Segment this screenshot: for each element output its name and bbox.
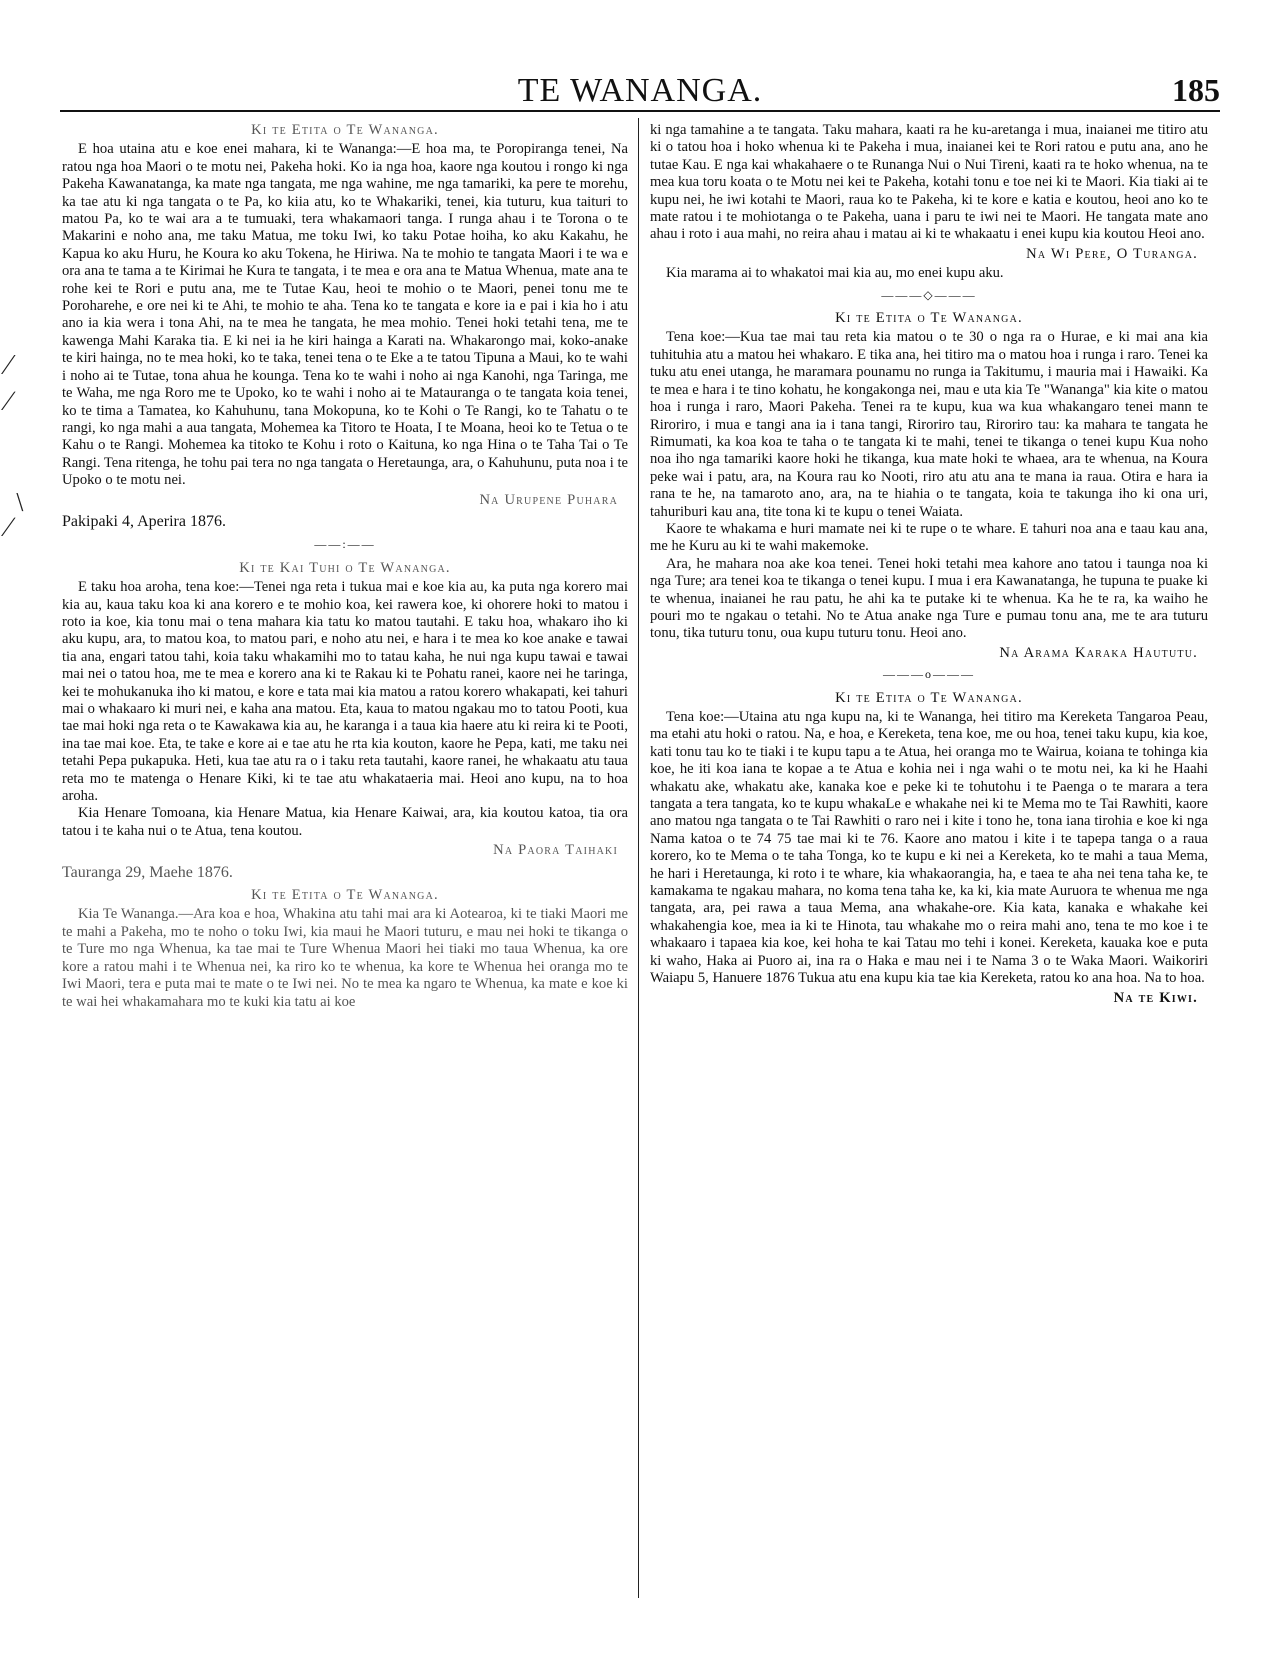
margin-mark: ﹨ — [6, 485, 35, 516]
dateline: Tauranga 29, Maehe 1876. — [62, 863, 233, 881]
margin-mark: ∕ — [6, 512, 11, 543]
separator: ——:—— — [314, 537, 376, 552]
letter-heading: Ki te Kai Tuhi o Te Wananga. — [239, 559, 451, 576]
letter-closing: Kia Henare Tomoana, kia Henare Matua, kia Henare Kaiwai, ara, kia koutou katoa, tia ora tatou i te kaha nui o te Atua, tena koutou. — [62, 805, 628, 839]
margin-mark: ⁄ — [6, 350, 11, 381]
letter-signature: Na te Kiwi. — [1113, 989, 1198, 1006]
letter-heading: Ki te Etita o Te Wananga. — [835, 310, 1023, 327]
letter-signature: Na Paora Taihaki — [493, 842, 618, 859]
separator: ———◇——— — [881, 287, 977, 302]
letter-heading: Ki te Etita o Te Wananga. — [251, 887, 439, 904]
letter-body: E taku hoa aroha, tena koe:—Tenei nga reta i tukua mai e koe kia au, ka puta nga korero mai kia au, kaua taku koa ki ana korero e te mohio koa, kei rawera koe, ki ohorere hoki to matou i roto ia koe, kia tonu mai o tena mahara kia tatu ko matou tautahi. E taku hoa, whakaro iho ki aku kupu, ara, to matou koa, to matou pari, e noho atu nei, e hara i te mea ko koe anake e tawai tia ana, engari tatou tahi, koia taku whakamihi mo to tatau kaha, he nui nga kupu tawai e tawai mai nei o tatou hoa, me te mea e korero ana ki te Rakau ki te Pohatu ranei, kaore nei he taringa, kei te mohukanuka iho ki matou, e kore e tata mai kia matou a ratou korero whakapati, kei tahuri mai o whakaaro ki muri nei, e kaha ana matou. Eta, kaua to matou ngakau mo to tatou Pooti, kua tae mai hoki nga reta o te Kawakawa kia au, he karanga i a taua kia haere atu ki reira ki te Pooti, ina tae mai koe. Eta, te take e kore ai e tae atu he rta kia kouton, kaore he Pepa, kati, me taku nei tetahi Pepa pukapuka. Heti, kua tae atu ra o i taku reta tautahi, kaore ranei, he whakaatu atu taua reta mo te matenga o Henare Kiki, ki te tae atu whakataeria mai. Heoi ano kupu, na to hoa aroha. — [62, 579, 628, 805]
letter-paragraph: Ara, he mahara noa ake koa tenei. Tenei hoki tetahi mea kahore ano tatou i taunga noa ki nga Ture; ara tenei koa te tikanga o tenei kupu. I mua i era Kawanatanga, he tupuna te puake ki te whenua, inaianei he rau patu, he ahi ka te putake ki te whenua. Ka he te ra, ka waiho he pouri mo te ngakau o tetahi. No te Atua anake nga Ture e pumau tonu ana, me te ara tuturu tonu, tika tuturu tonu, oua kupu tuturu tonu. Heoi ano. — [650, 555, 1208, 642]
letter-signature: Na Wi Pere, O Turanga. — [1026, 245, 1198, 262]
letter-body: Tena koe:—Kua tae mai tau reta kia matou o te 30 o nga ra o Hurae, e ki mai ana kia tuhituhia atu a matou hei whakaro. E tika ana, hei titiro ma o matou hoa i runga i raro. Tenei ka tuku atu enei utanga, he maramara pounamu no runga ia Takitumu, i mauria mai i Hawaiki. Ka te mea e hara i te tino kohatu, he kongakonga nei, mau e uta kia Te "Wananga" kia kite o matou hoa i runga i raro, Maori Pakeha. Tenei ra te kupu, kua wa kua whakangaro tenei mann te Riroriro, i mua e tangi ana ia i tana tangi, Riroriro tau, Riroriro tau: ka mahara te tangata he Rimumati, ka koa koa te taha o te tangata ki te mahi, tenei te tikanga o tenei kupu Kua noho noa iho nga tamariki kaore hoki he tikanga, kua mate hoki te whaea, ara te whenua, na Koura peke wai i patu, ara, na Koura rau ko Nooti, riro atu atu ana te mana ia raua. Otira e hara ia rana te he, na tamaroto ano, ara, na te hiahia o te tangata, koia te takunga iho ki ona uri, tahuriburi kau ana, tite tona ki te kupu o tenei Waiata. — [650, 329, 1208, 520]
separator: ———o——— — [883, 667, 975, 682]
letter-body: Kia Te Wananga.—Ara koa e hoa, Whakina atu tahi mai ara ki Aotearoa, ki te tiaki Maori me te mahi a Pakeha, mo te noho o toku Iwi, kia maui he Maori tuturu, e mau nei hoki te tikanga o te Ture mo nga Whenua, ka tae mai te Ture Whenua Maori hei tiaki mo taua Whenua, ka ore kore a ratou mahi i te Whenua nei, ka riro ko te whenua, ka kore te Whenua hei oranga mo te Iwi Maori, tera e puta mai te mate o te Iwi nei. No te mea ka ngaro te Whenua, ka mate e koe ki te wai hei whakamahara mo te kuki kia tatu ai koe — [62, 906, 628, 1010]
margin-mark: ∕ — [6, 386, 11, 417]
letter-body: E hoa utaina atu e koe enei mahara, ki te Wananga:—E hoa ma, te Poropiranga tenei, Na ratou nga hoa Maori o te motu nei, Pakeha hoki. Ko ia nga hoa, kaore nga koutou i rongo ki nga Pakeha Kawanatanga, ka mate nga tangata, me nga wahine, me nga tamariki, ka pere te morehu, ka tae atu ki nga tangata o te Pa, ko kiia atu, ko te Whakariki, tenei, kia tuturu, kua taituri to matou Pa, ko te wai ara a te tumuaki, tera whakamaori tanga. I runga ahau i te Torona o te Makarini e noho ana, me taku Matua, me toku Iwi, ko taku Potae hoiha, ko aku Kakahu, he Kapua ko aku Huru, he Koura ko aku Tokena, he Hiriwa. Na te mohio te tangata Maori i te wa e ora ana te tama a te Kirimai he Kura te tangata, i te mea e ora ana te Matua Whenua, mate ana te rohe kei te Rori e putu ana, me te Tutae Kau, heoi te mohio o te Maori, penei tonu me te Poroharehe, e ore nei ki te Ahi, te mohio te aha. Tena ko te tangata e kore ia e pai i kia ho i atu ano ia kia wera i tona Ahi, na te mea he tangata, he mea mohio. Tenei hoki tetahi tena, me te kawenga Mahi Karaka tia. E ki nei ia he kiri hainga a Karati na. Whakarongo mai, koko-anake te kiri hainga, no te mea hoki, ko te taka, tenei tena o te Eke a te tatou Tipuna a Maui, ko te wahi i noho ai te Tutae, tona ahua he kounga. Tena ko te wahi i noho ai nga Kanohi, nga Taringa, me te Waha, me nga Roro me te Upoko, ko te wahi i noho ai te Matauranga o te tangata koia tenei, ko te tima a Tamatea, ko Kahuhunu, tana Mokopuna, ko te Kohi o Te Rangi, ko te Tahatu o te rangi, ko nga mahi a aua tangata, Mohemea ka Titoro te Hoata, I te Moana, heoi ko te Tetua o te Kahu o te Rangi. Mohemea ka titoko te Kohu i roto o Kaituna, ko nga Hina o te Taha Tai o Te Rangi. Tena ritenga, he tohu pai tera no nga tangata o Heretaunga, ara, o Kahuhunu, puta noa i te Upoko o te motu nei. — [62, 141, 628, 489]
letter-body: ki nga tamahine a te tangata. Taku mahara, kaati ra he ku-aretanga i mua, inaianei me titiro atu ki o tatou hoa i hoko whenua ki te Pakeha i mua, inaianei kei te Rori ratou e putu ana, ano he tutae Kau. E nga kai whakahaere o te Runanga Nui o Nui Tireni, kaati ra te hoko whenua, na te mea kua toru koata o te Motu nei kei te Pakeha, kotahi tonu e toe nei ki te Maori. Kia tiaki ai te kupu nei, he iwi kotahi te Maori, raua ko te Pakeha, ki te kore e katia e koutou, heoi ano ko te mate ratou i te mohiotanga o te Pakeha, uana i paru te iwi nei te Maori. He tangata mate ano ahau i roto i aua mahi, no reira ahau i matau ai ki te whakaatu i enei kupu kia koutou Heoi ano. — [650, 122, 1208, 243]
column-divider — [638, 118, 639, 1598]
letter-signature: Na Arama Karaka Haututu. — [999, 644, 1198, 661]
letter-postscript: Kia marama ai to whakatoi mai kia au, mo enei kupu aku. — [666, 265, 1004, 282]
letter-heading: Ki te Etita o Te Wananga. — [251, 122, 439, 138]
right-column — [650, 122, 1208, 1592]
letter-heading: Ki te Etita o Te Wananga. — [835, 689, 1023, 706]
letter-body: Tena koe:—Utaina atu nga kupu na, ki te Wananga, hei titiro ma Kereketa Tangaroa Peau, ma etahi atu hoki o ratou. Na, e hoa, e Kereketa, tena koe, me ou hoa, tenei taku kupu, kia koe, kati tonu tau ko te tiaki i te kupu tapu a te Atua, hei oranga mo te Wairua, koiana te tohinga kia koe, he iti koa iana te kopae a te Atua e kohia nei i nga wahi o te motu nei, ka ki he Haahi whakatu ake, whakatu ake, kanaka koe e peke ki te tohutohu i te Paenga o te marara a tera tangata a tera tangata, ko te kupu whakaLe e whakahe nei ki te Mema mo te Tai Rawhiti, kaore ano matou nga tangata o te Tai Rawhiti o raro nei i kite i tono he, tona iana tirohia e koe ki nga Nama katoa o te 74 75 tae mai ki te 76. Kaore ano matou i kite i te tapepa tanga o a raua korero, ko te Mema o te taha Tonga, ko te kupu e ki nei a Kereketa, ko te mahi a taua Mema, he hari i Heretaunga, ki roto i te whare, kia whakaorangia, ha, e taea te aha nei tena taha ke, te kamakama te ngakau mahara, no koma tena taha ke, ka ki, kia mate Auruora te whenua me nga tangata, ara, pei rawa a taua Mema, ana whakahe-ore. Kia kata, kanaka e whakahe kei whakahengia koe, mea ia ki te Hinota, tau whakahe mo o reira mahi ano, tena te mo koe i te whakaaro i tapaea kia koe, kei hoha te kai Tatau mo tehi i konei. Kereketa, kauaka koe e puta ki waho, Haka ai Puoro ai, ina ra o Haka e mau nei i te Nama 3 o te Waka Maori. Waikoriri Waiapu 5, Hanuere 1876 Tukua atu ena kupu kia tae kia Kereketa, ratou ko ana hoa. Na to hoa. — [650, 709, 1208, 987]
page-header — [60, 70, 1220, 112]
page-number: 185 — [1172, 72, 1220, 108]
dateline: Pakipaki 4, Aperira 1876. — [62, 512, 226, 530]
masthead-title: TE WANANGA. — [517, 72, 763, 109]
left-column — [62, 122, 628, 1592]
letter-signature: Na Urupene Puhara — [479, 491, 618, 508]
letter-paragraph: Kaore te whakama e huri mamate nei ki te rupe o te whare. E tahuri noa ana e taau kau ana, me he Kuru au ki te wahi makemoke. — [650, 520, 1208, 555]
